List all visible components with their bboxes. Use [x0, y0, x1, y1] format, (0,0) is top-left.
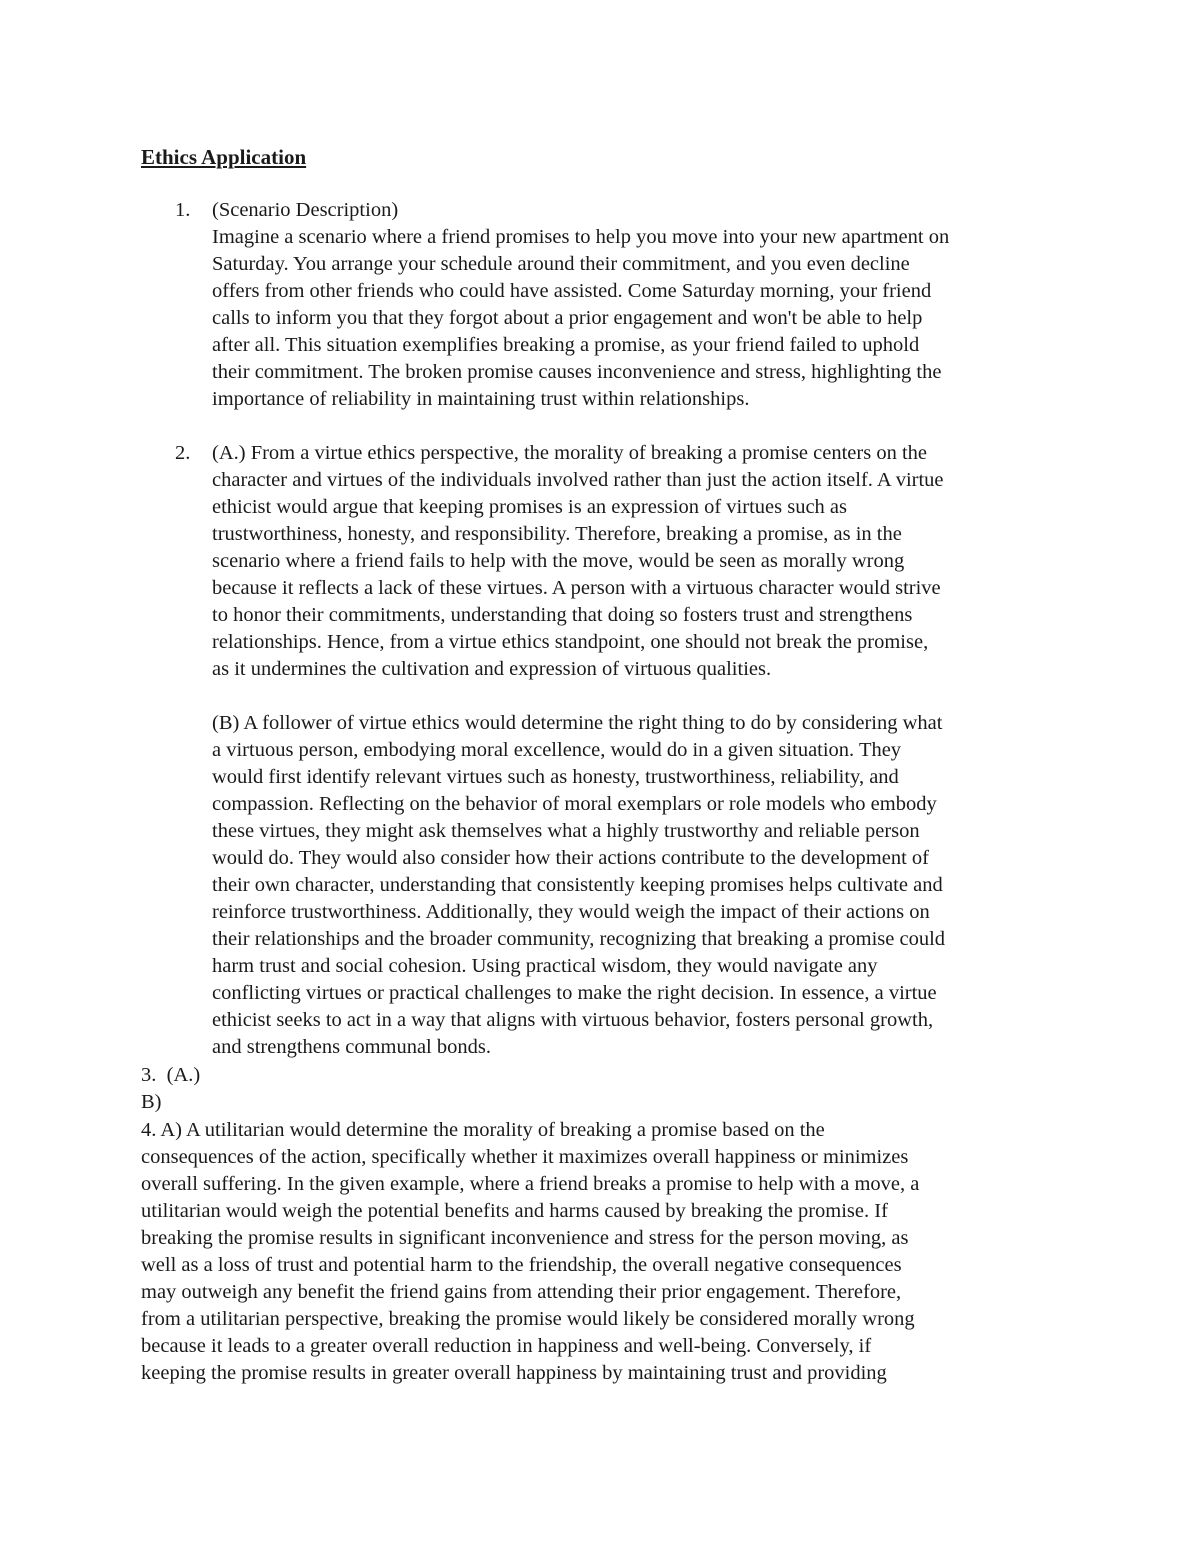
virtue-ethics-answer-b: (B) A follower of virtue ethics would determine the right thing to do by considering what a virtuous person, embodying moral excellence, would do in a given situation. They would first identify relevant virtues such as honesty, trustworthiness, reliability, and compassion. Reflecting on the behavior of moral exemplars or role models who embody these virtues, they might ask themselves what a highly trustworthy and reliable person would do. They would also consider how their actions contribute to the development of their own character, understanding that consistently keeping promises helps cultivate and reinforce trustworthiness. Additionally, they would weigh the impact of their actions on their relationships and the broader community, recognizing that breaking a promise could harm trust and social cohesion. Using practical wisdom, they would navigate any conflicting virtues or practical challenges to make the right decision. In essence, a virtue ethicist seeks to act in a way that aligns with virtuous behavior, fosters personal growth, and strengthens communal bonds. — [212, 712, 946, 1058]
utilitarian-answer: 4. A) A utilitarian would determine the morality of breaking a promise based on the consequences of the action, specifically whether it maximizes overall happiness or minimizes overall suffering. In the given example, where a friend breaks a promise to help with a move, a utilitarian would weigh the potential benefits and harms caused by breaking the promise. If breaking the promise results in significant inconvenience and stress for the person moving, as well as a loss of trust and potential harm to the friendship, the overall negative consequences may outweigh any benefit the friend gains from attending their prior engagement. Therefore, from a utilitarian perspective, breaking the promise would likely be considered morally wrong because it leads to a greater overall reduction in happiness and well-being. Conversely, if keeping the promise results in greater overall happiness by maintaining trust and providing — [141, 1119, 920, 1384]
document-title: Ethics Application — [141, 145, 307, 169]
item-3-b-label: B) — [141, 1091, 162, 1113]
scenario-text: Imagine a scenario where a friend promises to help you move into your new apartment on Saturday. You arrange your schedule around their commitment, and you even decline offers from other friends who could have assisted. Come Saturday morning, your friend calls to inform you that they forgot about a prior engagement and won't be able to help after all. This situation exemplifies breaking a promise, as your friend failed to uphold their commitment. The broken promise causes inconvenience and stress, highlighting the importance of reliability in maintaining trust within relationships. — [212, 226, 950, 410]
list-number: 1. — [175, 199, 191, 221]
virtue-ethics-answer-a: (A.) From a virtue ethics perspective, the morality of breaking a promise centers on the character and virtues of the individuals involved rather than just the action itself. A virtue ethicist would argue that keeping promises is an expression of virtues such as trustworthiness, honesty, and responsibility. Therefore, breaking a promise, as in the scenario where a friend fails to help with the move, would be seen as morally wrong because it reflects a lack of these virtues. A person with a virtuous character would strive to honor their commitments, understanding that doing so fosters trust and strengthens relationships. Hence, from a virtue ethics standpoint, one should not break the promise, as it undermines the cultivation and expression of virtuous qualities. — [212, 442, 944, 680]
scenario-heading: (Scenario Description) — [212, 199, 399, 221]
list-number: 2. — [175, 442, 191, 464]
item-3-heading: 3. (A.) — [141, 1064, 201, 1086]
